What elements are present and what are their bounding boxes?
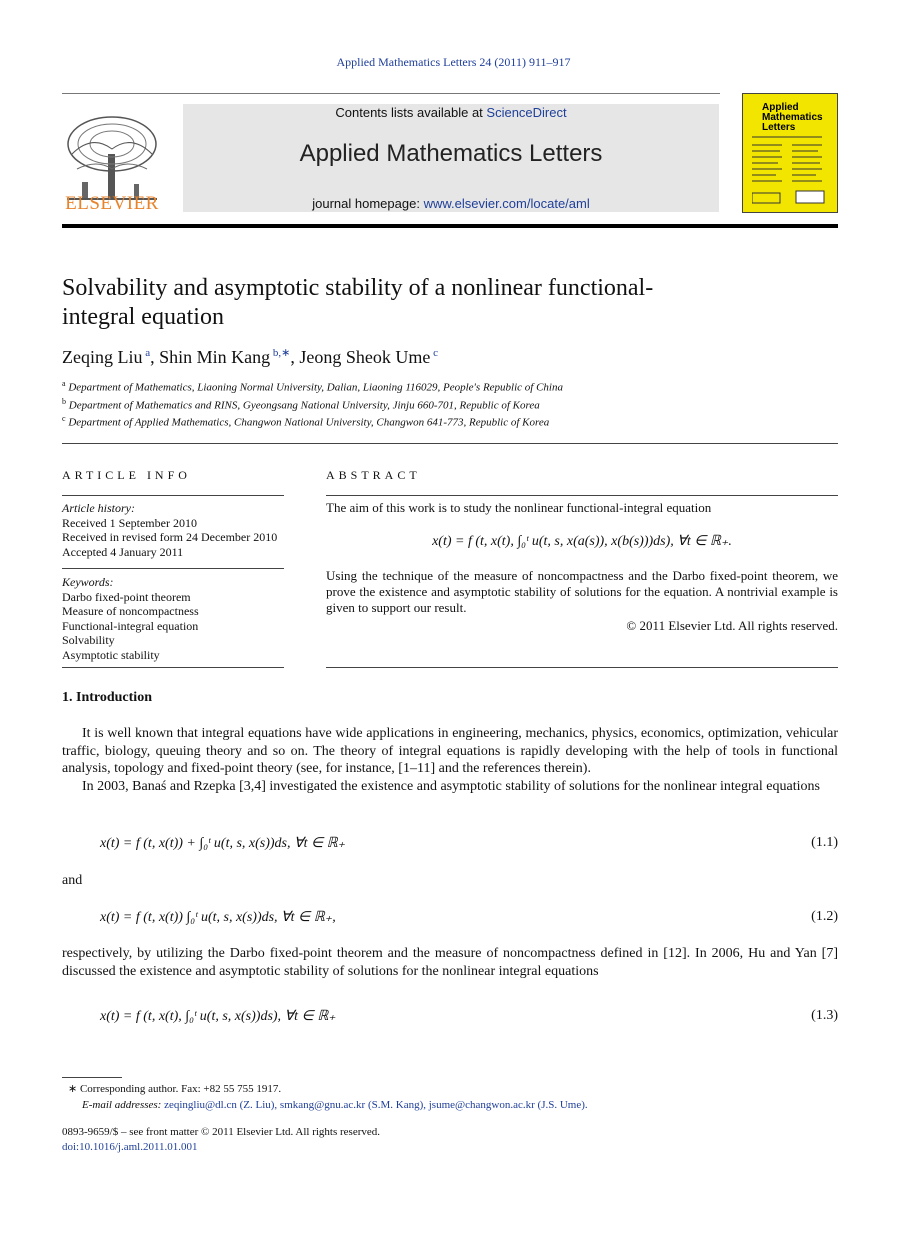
article-info-rule — [62, 495, 284, 496]
issn-line: 0893-9659/$ – see front matter © 2011 Elsevier Ltd. All rights reserved. — [62, 1126, 381, 1138]
homepage-prefix: journal homepage: — [312, 196, 424, 211]
header-thick-rule — [62, 224, 838, 228]
article-history — [62, 501, 302, 559]
equation-number: (1.1) — [811, 835, 838, 850]
homepage-line — [183, 196, 719, 211]
contents-line — [183, 105, 719, 120]
history-item: Accepted 4 January 2011 — [62, 544, 184, 559]
header-rule — [62, 93, 720, 94]
keyword-item: Solvability — [62, 633, 115, 647]
abstract-intro: The aim of this work is to study the nonlinear functional-integral equation — [326, 500, 712, 515]
author-name: Shin Min Kang — [159, 347, 271, 367]
section-rule — [62, 443, 838, 444]
cover-title: Applied Mathematics Letters — [762, 102, 823, 133]
keyword-item: Functional-integral equation — [62, 618, 199, 633]
equation-1-3: x(t) = f (t, x(t), ∫₀ᵗ u(t, s, x(s))ds), ∀t ∈ ℝ₊ — [100, 1009, 336, 1024]
intro-paragraph-1: It is well known that integral equations have wide applications in engineering, mechanics, physics, economics, optimization, vehicular traffic, biology, queuing theory and so on. The theory of integral equations is rapidly developing with the help of tools in functional analysis, topology and fixed-point theory (see, for instance, [1–11] and the references therein). — [62, 726, 838, 776]
article-title: Solvability and asymptotic stability of a nonlinear functional-integral equation — [62, 275, 654, 330]
history-item: Received 1 September 2010 — [62, 515, 197, 530]
journal-citation[interactable]: Applied Mathematics Letters 24 (2011) 911–917 — [336, 55, 571, 69]
keywords-label: Keywords: — [62, 575, 114, 589]
equation-number: (1.3) — [811, 1008, 838, 1023]
article-info-bottom-rule — [62, 667, 284, 668]
keyword-item: Measure of noncompactness — [62, 604, 199, 618]
author-affil-link[interactable]: c — [433, 347, 438, 359]
contents-prefix: Contents lists available at — [335, 105, 487, 120]
abstract-body — [326, 500, 838, 616]
author-list: Zeqing Liu $^a$, Shin Min Kang $^{b,∗}$, Jeong Sheok Ume $^c$ — [62, 347, 438, 367]
equation-number: (1.2) — [811, 909, 838, 924]
affiliation: $^b$ Department of Mathematics and RINS, Gyeongsang National University, Jinju 660-701, Republic of Korea — [62, 397, 540, 412]
keywords — [62, 575, 302, 662]
abstract-rule — [326, 495, 838, 496]
elsevier-logo-text: ELSEVIER — [65, 193, 159, 214]
intro-paragraph-3: respectively, by utilizing the Darbo fixed-point theorem and the measure of noncompactness defined in [12]. In 2006, Hu and Yan [7] discussed the existence and asymptotic stability of solutions for the nonlinear integral equations — [62, 946, 838, 979]
homepage-link[interactable]: www.elsevier.com/locate/aml — [423, 196, 590, 211]
equation-1-2: x(t) = f (t, x(t)) ∫₀ᵗ u(t, s, x(s))ds, ∀t ∈ ℝ₊, — [100, 910, 336, 925]
corresponding-author-note: ∗ Corresponding author. Fax: +82 55 755 1917. — [68, 1083, 282, 1095]
cover-text-lines-icon — [752, 135, 830, 205]
email-note — [82, 1099, 588, 1111]
author-name: Jeong Sheok Ume — [299, 347, 431, 367]
author-affil-link[interactable]: b,∗ — [272, 347, 291, 359]
history-label: Article history: — [62, 501, 135, 515]
intro-paragraph-2: In 2003, Banaś and Rzepka [3,4] investigated the existence and asymptotic stability of solutions for the nonlinear integral equations — [82, 779, 820, 794]
keyword-item: Asymptotic stability — [62, 647, 160, 662]
keywords-rule — [62, 568, 284, 569]
affiliation: $^a$ Department of Mathematics, Liaoning Normal University, Dalian, Liaoning 116029, People's Republic of China — [62, 379, 563, 394]
author-affil-link[interactable]: a — [145, 347, 151, 359]
doi-link[interactable]: doi:10.1016/j.aml.2011.01.001 — [62, 1141, 198, 1153]
abstract-heading: ABSTRACT — [326, 468, 421, 482]
email-addresses[interactable]: zeqingliu@dl.cn (Z. Liu), smkang@gnu.ac.kr (S.M. Kang), jsume@changwon.ac.kr (J.S. Ume). — [164, 1099, 588, 1111]
journal-title: Applied Mathematics Letters — [299, 140, 603, 167]
equation-1-1: x(t) = f (t, x(t)) + ∫₀ᵗ u(t, s, x(s))ds, ∀t ∈ ℝ₊ — [100, 836, 346, 851]
abstract-text: Using the technique of the measure of noncompactness and the Darbo fixed-point theorem, we prove the existence and asymptotic stability of solutions for the equation. A nontrivial example is given to support our result. — [326, 568, 838, 615]
affiliation: $^c$ Department of Applied Mathematics, Changwon National University, Changwon 641-773, Republic of Korea — [62, 414, 550, 429]
history-item: Received in revised form 24 December 2010 — [62, 530, 278, 544]
abstract-bottom-rule — [326, 667, 838, 668]
section-heading-introduction: 1. Introduction — [62, 690, 152, 705]
conjunction-text: and — [62, 873, 83, 888]
article-info-heading: ARTICLE INFO — [62, 468, 191, 482]
abstract-equation: x(t) = f (t, x(t), ∫₀ᵗ u(t, s, x(a(s)), x(b(s)))ds), ∀t ∈ ℝ₊. — [432, 534, 732, 549]
author-name: Zeqing Liu — [62, 347, 143, 367]
footnote-rule — [62, 1077, 122, 1078]
abstract-copyright: © 2011 Elsevier Ltd. All rights reserved. — [626, 618, 838, 633]
sciencedirect-link[interactable]: ScienceDirect — [486, 105, 567, 120]
keyword-item: Darbo fixed-point theorem — [62, 589, 191, 604]
email-label: E-mail addresses: — [82, 1099, 162, 1111]
